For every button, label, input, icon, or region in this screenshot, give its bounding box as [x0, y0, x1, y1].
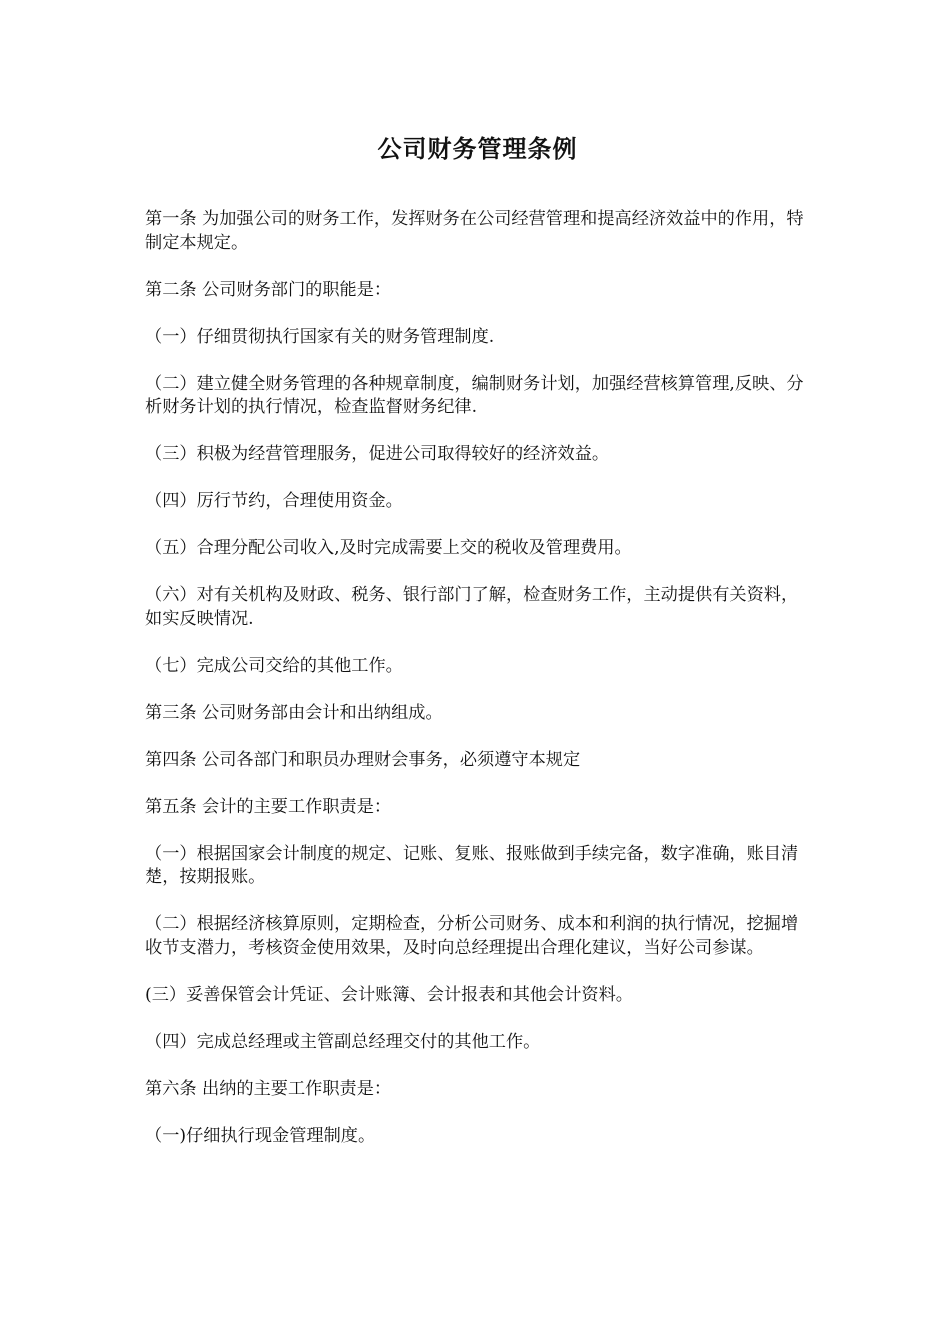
paragraph-article-3: 第三条 公司财务部由会计和出纳组成。	[145, 702, 443, 723]
paragraph-article-2: 第二条 公司财务部门的职能是：	[145, 279, 392, 300]
paragraph-article-2-item-6: （六）对有关机构及财政、税务、银行部门了解，检查财务工作，主动提供有关资料，如实反映情况.	[145, 585, 799, 629]
paragraph-article-5-item-1: （一）根据国家会计制度的规定、记账、复账、报账做到手续完备，数字准确，账目清楚，按期报账。	[145, 843, 799, 887]
paragraph-article-2-item-5: （五）合理分配公司收入,及时完成需要上交的税收及管理费用。	[145, 538, 632, 558]
document-title: 公司财务管理条例	[377, 134, 578, 163]
paragraph-article-2-item-7: （七）完成公司交给的其他工作。	[145, 655, 403, 676]
paragraph-article-2-item-4: （四）厉行节约，合理使用资金。	[145, 491, 403, 511]
paragraph-article-5-item-3: (三）妥善保管会计凭证、会计账簿、会计报表和其他会计资料。	[145, 984, 633, 1005]
paragraph-article-6: 第六条 出纳的主要工作职责是：	[145, 1078, 392, 1099]
paragraph-article-2-item-1: （一）仔细贯彻执行国家有关的财务管理制度.	[145, 326, 495, 347]
paragraph-article-2-item-3: （三）积极为经营管理服务，促进公司取得较好的经济效益。	[145, 444, 610, 464]
paragraph-article-5-item-4: （四）完成总经理或主管副总经理交付的其他工作。	[145, 1031, 541, 1052]
paragraph-article-1: 第一条 为加强公司的财务工作，发挥财务在公司经营管理和提高经济效益中的作用，特制定本规定。	[145, 209, 804, 253]
paragraph-article-4: 第四条 公司各部门和职员办理财会事务，必须遵守本规定	[145, 749, 581, 770]
paragraph-article-5: 第五条 会计的主要工作职责是：	[145, 796, 392, 817]
paragraph-article-6-item-1: （一)仔细执行现金管理制度。	[145, 1125, 376, 1146]
document-page	[145, 132, 810, 1172]
paragraph-article-5-item-2: （二）根据经济核算原则，定期检查，分析公司财务、成本和利润的执行情况，挖掘增收节支潜力，考核资金使用效果，及时向总经理提出合理化建议，当好公司参谋。	[145, 914, 799, 958]
paragraph-article-2-item-2: （二）建立健全财务管理的各种规章制度，编制财务计划，加强经营核算管理,反映、分析财务计划的执行情况，检查监督财务纪律.	[145, 373, 804, 417]
